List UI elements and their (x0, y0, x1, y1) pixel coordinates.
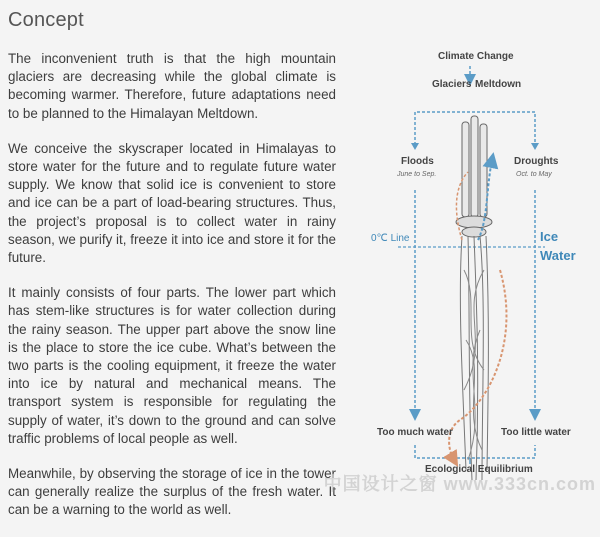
label-meltdown: Meltdown (475, 79, 522, 90)
label-zero-degree-line: 0℃ Line (371, 233, 410, 244)
watermark: 中国设计之窗 www.333cn.com (323, 474, 596, 494)
label-floods: Floods (401, 156, 434, 167)
paragraph-4: Meanwhile, by observing the storage of ice in the tower can generally realize the surplus of the fresh water. It can be a warning to the world as well. (8, 466, 336, 518)
paragraph-1: The inconvenient truth is that the high mountain glaciers are decreasing while the global climate is becoming warmer. Therefore, future adaptations need to be planned to the Himalayan Meltdown. (8, 51, 336, 121)
label-droughts-period: Oct. to May (516, 171, 552, 178)
paragraph-3: It mainly consists of four parts. The lower part which has stem-like structures is for water collection during the rainy season. The upper part above the snow line is the place to store the ice cube. What’s between the two parts is the cooling equipment, it freeze the water into ice by natural and mechanical means. The transport system is responsible for regulating the supply of water, it’s down to the ground and can solve traffic problems of local people as well. (8, 285, 336, 446)
label-climate-change: Climate Change (438, 51, 514, 62)
label-droughts: Droughts (514, 156, 559, 167)
concept-diagram (350, 40, 600, 498)
label-too-little-water: Too little water (501, 427, 571, 438)
label-ecological-equilibrium: Ecological Equilibrium (425, 464, 533, 475)
page-title: Concept (8, 9, 84, 31)
label-ice: Ice (540, 229, 559, 244)
label-glaciers: Glaciers (432, 79, 472, 90)
label-water: Water (540, 248, 576, 263)
label-too-much-water: Too much water (377, 427, 453, 438)
bracket-bottom (415, 445, 535, 458)
tower-illustration (456, 116, 492, 480)
label-floods-period: June to Sep. (397, 171, 437, 178)
concept-text (8, 50, 336, 537)
paragraph-2: We conceive the skyscraper located in Himalayas to store water for the future and to regulate future water supply. We know that solid ice is convenient to store and ice can be a part of load-bearing structures. Thus, the project’s proposal is to collect water in rainy season, we purify it, freeze it into ice and store it for the future. (8, 140, 336, 266)
